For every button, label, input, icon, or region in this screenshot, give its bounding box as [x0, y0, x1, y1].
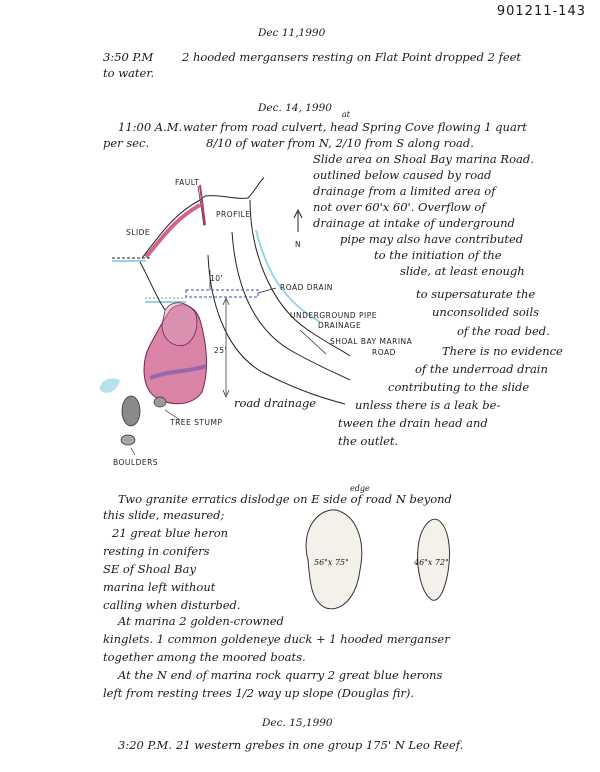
slide-line: to supersaturate the [416, 287, 536, 301]
sketch-slide-label: SLIDE [126, 228, 151, 237]
rock1-size: 56"x 75" [314, 558, 349, 567]
slide-line: There is no evidence [442, 344, 563, 358]
slide-line: not over 60'x 60'. Overflow of [313, 200, 486, 214]
entry4-time: 3:20 P.M. [118, 738, 172, 752]
sketch-boulders-label: BOULDERS [113, 458, 159, 467]
entry2-text1: water from road culvert, head Spring Cove flowing 1 quart [183, 120, 527, 134]
entry3-line1: Two granite erratics dislodge on E side of road N beyond [118, 492, 452, 506]
slide-line: the outlet. [338, 434, 399, 448]
page-id: 901211-143 [496, 4, 586, 19]
sketch-dist1: 10' [210, 274, 224, 283]
entry2-text2b: 8/10 of water from N, 2/10 from S along road. [206, 136, 474, 150]
sketch-profile-label: PROFILE [216, 210, 251, 219]
slide-line: drainage at intake of underground [313, 216, 515, 230]
entry3-line2: this slide, measured; [103, 508, 225, 522]
entry1-text1: 2 hooded mergansers resting on Flat Point dropped 2 feet [182, 50, 522, 64]
entry1-text2: to water. [103, 66, 155, 80]
slide-line: outlined below caused by road [313, 168, 492, 182]
entry2-time: 11:00 A.M. [118, 120, 183, 134]
sketch-marina-label-2: ROAD [372, 348, 396, 357]
slide-line: drainage from a limited area of [313, 184, 496, 198]
entry2-text2a: per sec. [103, 136, 150, 150]
slide-line: unless there is a leak be- [355, 398, 501, 412]
entry2-insert-at: at [342, 110, 350, 119]
entry3-quarry2: left from resting trees 1/2 way up slope (Douglas fir). [103, 686, 415, 700]
entry3-quarry1: At the N end of marina rock quarry 2 great blue herons [118, 668, 443, 682]
sketch-pipe-label-2: DRAINAGE [318, 321, 362, 330]
entry3-kinglets1: At marina 2 golden-crowned [118, 614, 284, 628]
heron-line: resting in conifers [103, 544, 210, 558]
slide-line: to the initiation of the [374, 248, 502, 262]
slide-line: tween the drain head and [338, 416, 488, 430]
sketch-dist2: 25' [214, 346, 228, 355]
slide-line: unconsolided soils [432, 305, 540, 319]
rock2-size: 46"x 72" [414, 558, 449, 567]
slide-line: of the road bed. [457, 324, 550, 338]
sketch-road-drain-label: ROAD DRAIN [280, 283, 333, 292]
heron-line: SE of Shoal Bay [103, 562, 196, 576]
entry1-time: 3:50 P.M [103, 50, 154, 64]
entry3-kinglets3: together among the moored boats. [103, 650, 306, 664]
sketch-tree-stump-label: TREE STUMP [170, 418, 223, 427]
heron-line: 21 great blue heron [112, 526, 229, 540]
heron-line: marina left without [103, 580, 216, 594]
entry1-date: Dec 11,1990 [258, 27, 326, 39]
entry4-text: 21 western grebes in one group 175' N Leo Reef. [176, 738, 464, 752]
sketch-north-label: N [295, 240, 302, 249]
entry3-insert-edge: edge [350, 484, 370, 493]
slide-line: contributing to the slide [388, 380, 530, 394]
sketch-pipe-label-1: UNDERGROUND PIPE [290, 311, 378, 320]
sketch-fault-label: FAULT [175, 178, 200, 187]
slide-line: Slide area on Shoal Bay marina Road. [313, 152, 534, 166]
sketch-marina-label-1: SHOAL BAY MARINA [330, 337, 413, 346]
entry3-kinglets2: kinglets. 1 common goldeneye duck + 1 hooded merganser [103, 632, 450, 646]
slide-line: pipe may also have contributed [340, 232, 524, 246]
entry2-date: Dec. 14, 1990 [258, 102, 332, 114]
entry4-date: Dec. 15,1990 [262, 717, 333, 729]
slide-line: slide, at least enough [400, 264, 525, 278]
road-drainage-text: road drainage [234, 396, 317, 410]
slide-line: of the underroad drain [415, 362, 548, 376]
heron-line: calling when disturbed. [103, 598, 241, 612]
